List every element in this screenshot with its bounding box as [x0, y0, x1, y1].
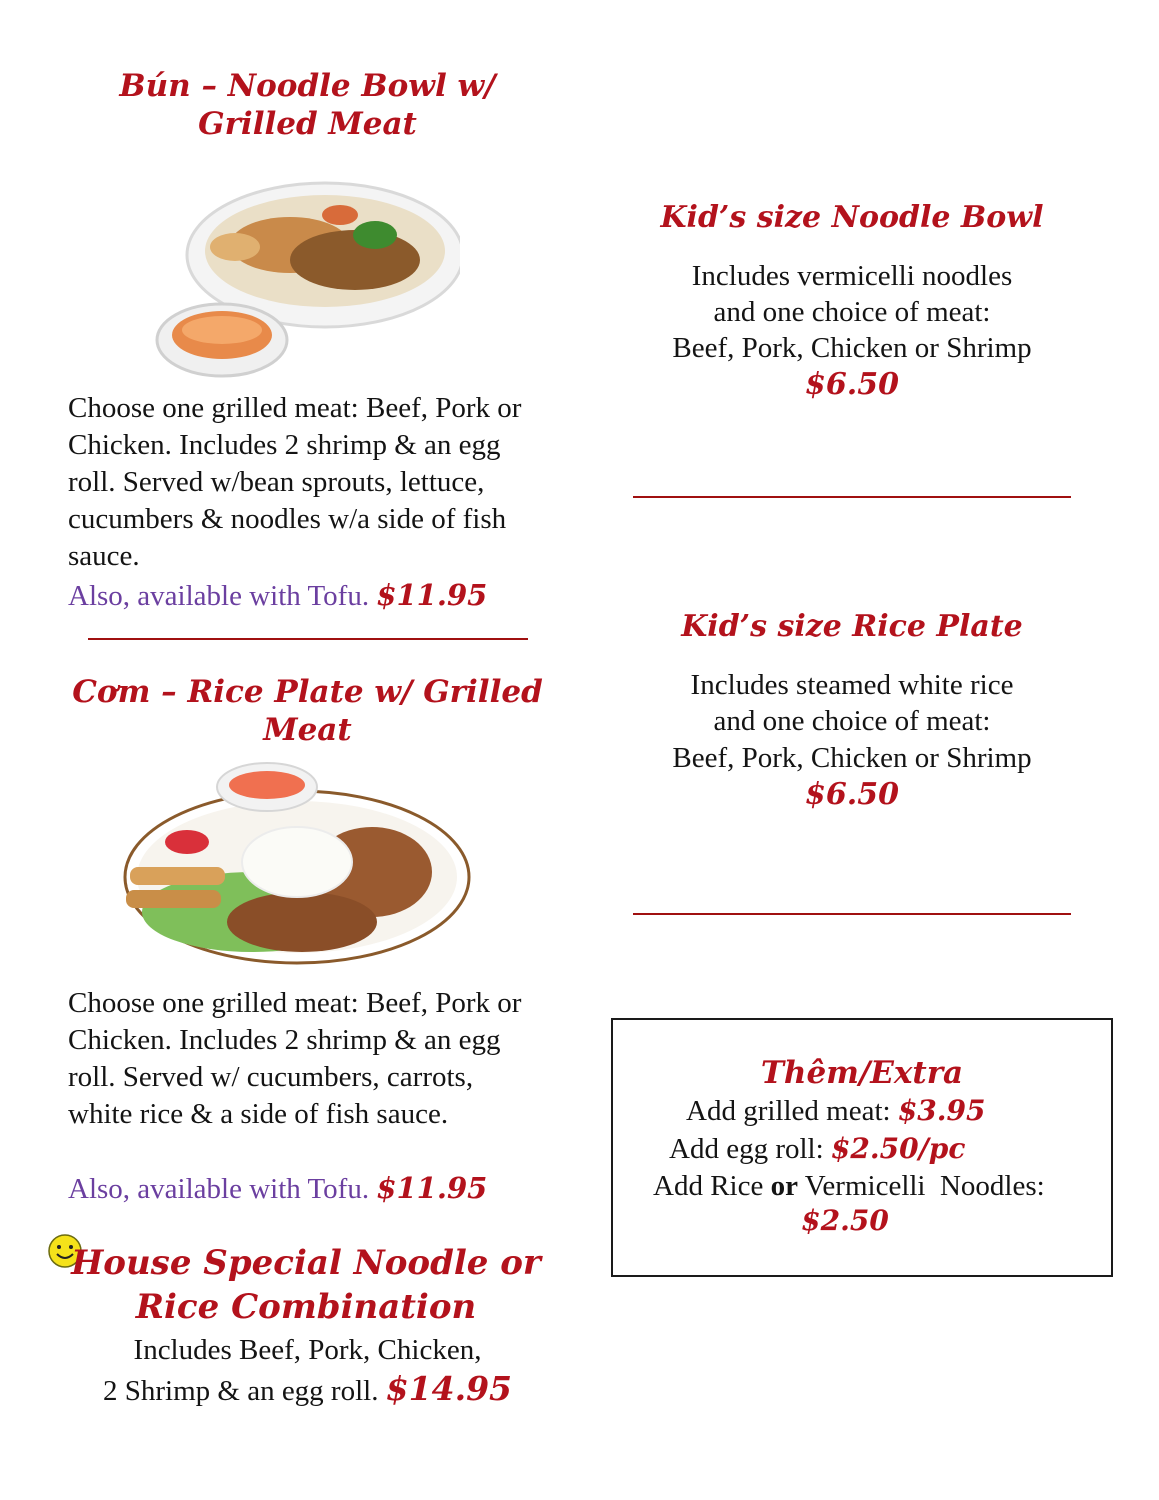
extra-rice-price: $2.50: [801, 1204, 889, 1237]
kid-noodle-title: Kid’s size Noodle Bowl: [660, 200, 1044, 235]
kid-rice-line-1: Includes steamed white rice: [690, 669, 1014, 701]
extra-eggroll-price: $2.50/pc: [830, 1132, 966, 1165]
extra-eggroll-line: [669, 1130, 1089, 1168]
extra-rice-label-a: Add Rice: [653, 1170, 764, 1202]
bun-tofu-note: Also, available with Tofu.: [68, 580, 370, 612]
house-special-title-1: House Special Noodle or: [71, 1243, 541, 1283]
bun-description: Choose one grilled meat: Beef, Pork or Chicken. Includes 2 shrimp & an egg roll. Served w/bean sprouts, lettuce, cucumbers & noodles w/a side of fish sauce.: [68, 392, 522, 572]
com-title: Cơm – Rice Plate w/ Grilled Meat: [72, 674, 543, 748]
extra-meat-price: $3.95: [897, 1094, 986, 1127]
rice-plate-photo: [122, 762, 472, 967]
kid-rice-line-3: Beef, Pork, Chicken or Shrimp: [672, 742, 1032, 774]
extra-title: Thêm/Extra: [760, 1055, 964, 1091]
extra-meat-line: [686, 1092, 1106, 1130]
bun-price: $11.95: [376, 578, 488, 612]
kid-noodle-line-1: Includes vermicelli noodles: [691, 260, 1013, 292]
kid-noodle-price: $6.50: [805, 367, 899, 402]
divider-right-2: [633, 913, 1071, 915]
bun-tofu-line: [68, 577, 548, 615]
house-special-line-2-text: 2 Shrimp & an egg roll.: [102, 1375, 379, 1407]
house-special-title-2: Rice Combination: [135, 1287, 477, 1327]
kid-rice-title: Kid’s size Rice Plate: [681, 609, 1023, 644]
com-tofu-note: Also, available with Tofu.: [68, 1173, 370, 1205]
com-description: Choose one grilled meat: Beef, Pork or Chicken. Includes 2 shrimp & an egg roll. Served w/ cucumbers, carrots, white rice & a side of fish sauce.: [68, 987, 522, 1130]
divider-left: [88, 638, 528, 640]
com-tofu-line: [68, 1170, 548, 1208]
bun-title: Bún – Noodle Bowl w/ Grilled Meat: [119, 68, 496, 142]
extra-rice-label-b: Vermicelli Noodles:: [804, 1170, 1045, 1202]
kid-rice-price: $6.50: [805, 777, 899, 812]
extra-rice-line: [653, 1168, 1109, 1205]
noodle-bowl-photo: [140, 175, 460, 385]
extra-rice-or: or: [770, 1170, 798, 1202]
house-special-price: $14.95: [385, 1369, 513, 1408]
divider-right-1: [633, 496, 1071, 498]
house-special-line-1: Includes Beef, Pork, Chicken,: [133, 1334, 482, 1366]
extra-meat-label: Add grilled meat:: [686, 1095, 891, 1127]
kid-noodle-line-2: and one choice of meat:: [713, 296, 991, 328]
house-special-line-2: [40, 1370, 575, 1410]
kid-rice-line-2: and one choice of meat:: [713, 705, 991, 737]
extra-eggroll-label: Add egg roll:: [669, 1133, 824, 1165]
kid-noodle-line-3: Beef, Pork, Chicken or Shrimp: [672, 332, 1032, 364]
com-price: $11.95: [376, 1171, 488, 1205]
